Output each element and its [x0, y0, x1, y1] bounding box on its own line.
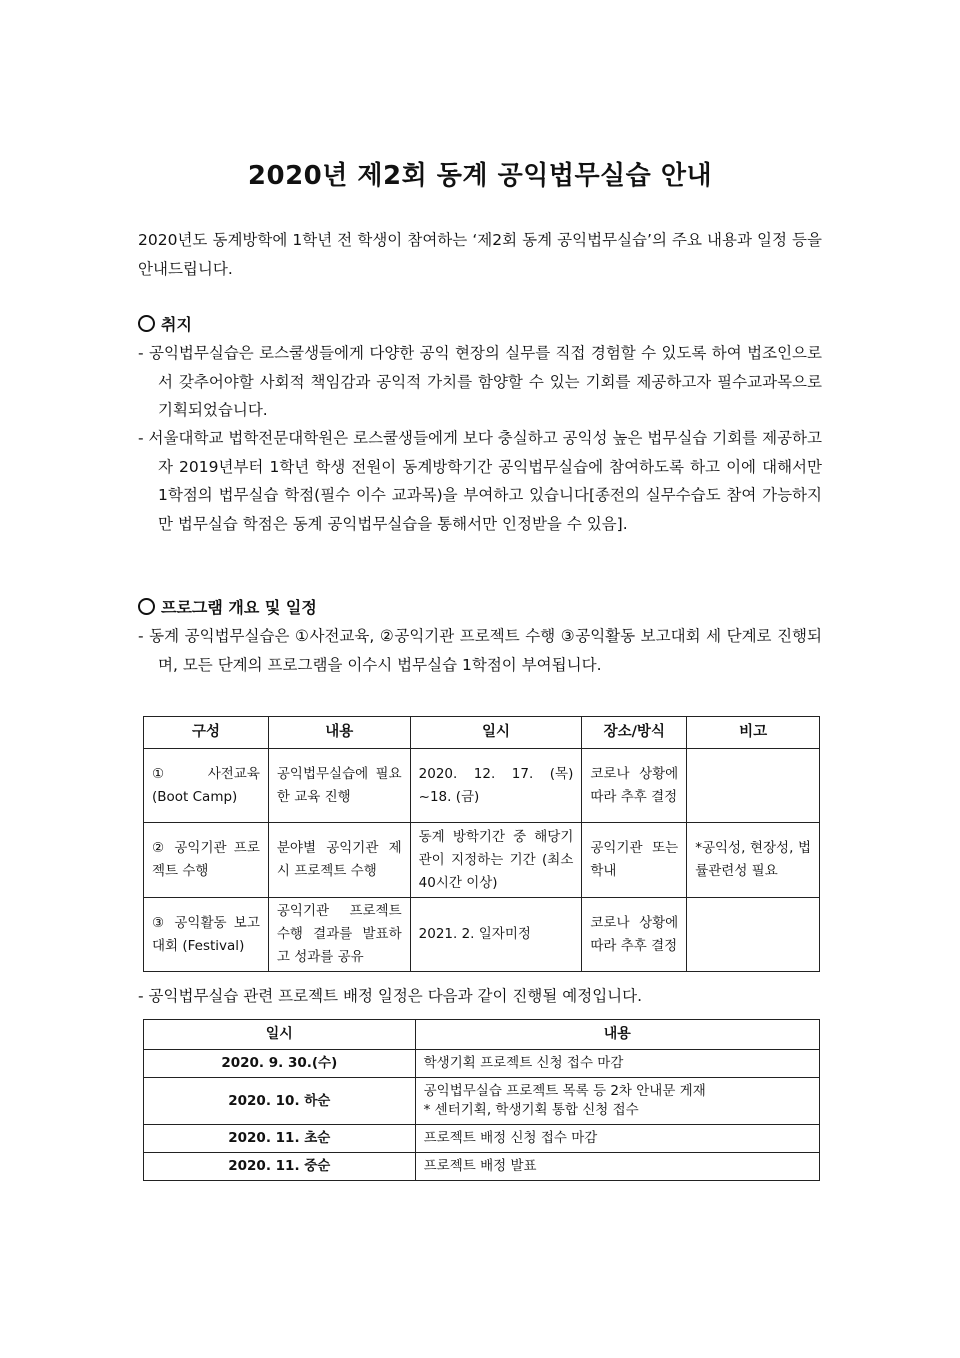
table-cell — [687, 749, 820, 823]
content-cell — [415, 1153, 819, 1181]
table-row — [144, 1078, 820, 1125]
column-header: 비고 — [687, 717, 820, 749]
column-header: 일시 — [144, 1020, 416, 1050]
content-line: 학생기획 프로젝트 신청 접수 마감 — [423, 1055, 624, 1071]
table-row — [144, 1125, 820, 1153]
table-row — [144, 898, 820, 972]
content-line: 공익법무실습 프로젝트 목록 등 2차 안내문 게재 — [423, 1083, 706, 1099]
content-cell — [415, 1078, 819, 1125]
table-cell: 동계 방학기간 중 해당기관이 지정하는 기간 (최소 40시간 이상) — [410, 823, 582, 898]
program-bullet: - 동계 공익법무실습은 ①사전교육, ②공익기관 프로젝트 수행 ③공익활동 보고대회 세 단계로 진행되며, 모든 단계의 프로그램을 이수시 법무실습 1학점이 부여됩니다. — [138, 627, 822, 674]
intro-paragraph: 2020년도 동계방학에 1학년 전 학생이 참여하는 ‘제2회 동계 공익법무실습’의 주요 내용과 일정 등을 안내드립니다. — [138, 231, 822, 278]
table-cell: 분야별 공익기관 제시 프로젝트 수행 — [268, 823, 410, 898]
table-cell: *공익성, 현장성, 법률관련성 필요 — [687, 823, 820, 898]
table-cell: ③ 공익활동 보고대회 (Festival) — [144, 898, 269, 972]
table-cell: 코로나 상황에 따라 추후 결정 — [582, 749, 687, 823]
column-header: 장소/방식 — [582, 717, 687, 749]
document-title: 2020년 제2회 동계 공익법무실습 안내 — [247, 161, 713, 191]
program-heading — [138, 594, 317, 622]
program-heading-text: 프로그램 개요 및 일정 — [161, 598, 317, 617]
table-cell: 공익기관 프로젝트 수행 결과를 발표하고 성과를 공유 — [268, 898, 410, 972]
table-header-row — [144, 717, 820, 749]
date-cell: 2020. 11. 초순 — [144, 1125, 416, 1153]
dates-table — [143, 1019, 820, 1181]
table-row — [144, 749, 820, 823]
schedule-table — [143, 716, 820, 972]
column-header: 내용 — [415, 1020, 819, 1050]
content-line: 프로젝트 배정 신청 접수 마감 — [423, 1130, 598, 1146]
table-cell: ① 사전교육 (Boot Camp) — [144, 749, 269, 823]
date-cell: 2020. 9. 30.(수) — [144, 1050, 416, 1078]
table-cell: 공익법무실습에 필요한 교육 진행 — [268, 749, 410, 823]
table-cell: ② 공익기관 프로젝트 수행 — [144, 823, 269, 898]
table-cell: 2020. 12. 17. (목) ~18. (금) — [410, 749, 582, 823]
date-cell: 2020. 11. 중순 — [144, 1153, 416, 1181]
table-cell — [687, 898, 820, 972]
content-cell — [415, 1050, 819, 1078]
content-cell — [415, 1125, 819, 1153]
purpose-heading-text: 취지 — [161, 315, 192, 334]
content-note: * 센터기획, 학생기획 통합 신청 접수 — [423, 1102, 639, 1118]
circle-bullet-icon — [138, 598, 155, 615]
circle-bullet-icon — [138, 315, 155, 332]
table-cell: 2021. 2. 일자미정 — [410, 898, 582, 972]
table-row — [144, 1153, 820, 1181]
purpose-bullet: - 서울대학교 법학전문대학원은 로스쿨생들에게 보다 충실하고 공익성 높은 법무실습 기회를 제공하고자 2019년부터 1학년 학생 전원이 동계방학기간 공익법무실습에 참여하도록 하고 이에 대해서만 1학점의 법무실습 학점(필수 이수 교과목)을 부여하고 있습니다[종전의 실무수습도 참여 가능하지만 법무실습 학점은 동계 공익법무실습을 통해서만 인정받을 수 있음]. — [138, 429, 822, 533]
table-cell: 공익기관 또는 학내 — [582, 823, 687, 898]
column-header: 구성 — [144, 717, 269, 749]
table-cell: 코로나 상황에 따라 추후 결정 — [582, 898, 687, 972]
content-line: 프로젝트 배정 발표 — [423, 1158, 537, 1174]
column-header: 일시 — [410, 717, 582, 749]
purpose-heading — [138, 311, 192, 339]
schedule-note: - 공익법무실습 관련 프로젝트 배정 일정은 다음과 같이 진행될 예정입니다. — [138, 987, 643, 1005]
table-row — [144, 823, 820, 898]
purpose-bullet: - 공익법무실습은 로스쿨생들에게 다양한 공익 현장의 실무를 직접 경험할 수 있도록 하여 법조인으로서 갖추어야할 사회적 책임감과 공익적 가치를 함양할 수 있는 기회를 제공하고자 필수교과목으로 기획되었습니다. — [138, 344, 822, 419]
table-header-row — [144, 1020, 820, 1050]
table-row — [144, 1050, 820, 1078]
column-header: 내용 — [268, 717, 410, 749]
date-cell: 2020. 10. 하순 — [144, 1078, 416, 1125]
